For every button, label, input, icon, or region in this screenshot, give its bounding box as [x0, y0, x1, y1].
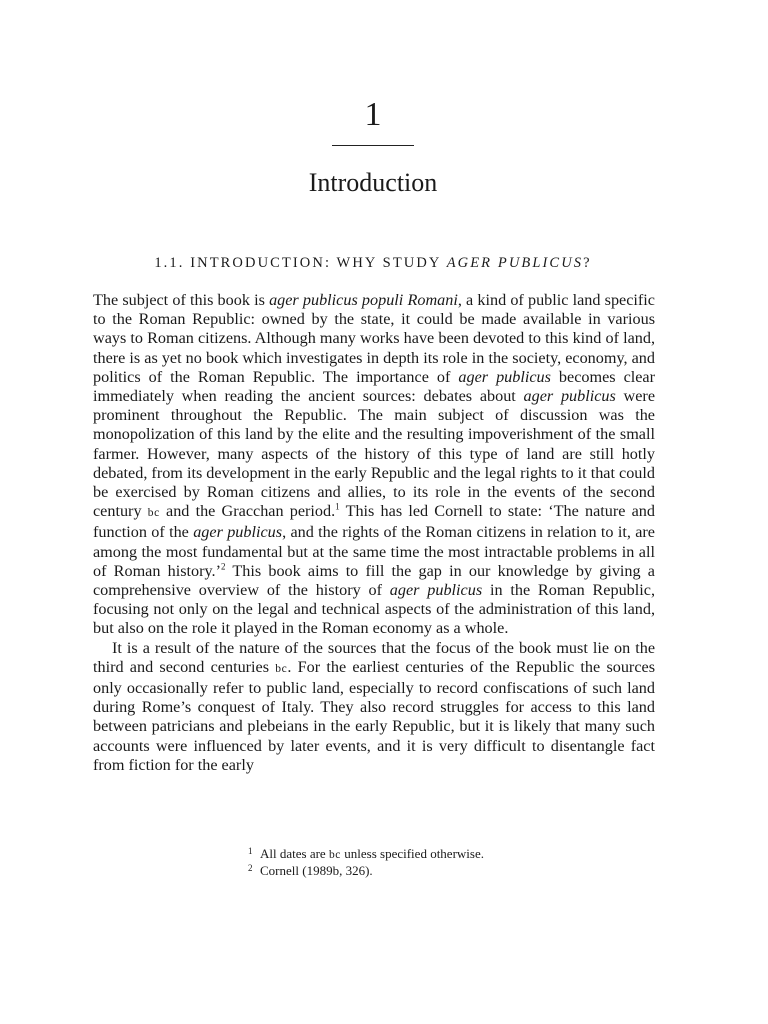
small-caps-era: bc: [328, 849, 342, 861]
footnote-ref-1: 1: [335, 501, 340, 512]
italic-term: ager publicus: [389, 581, 483, 600]
section-heading-italic: AGER PUBLICUS: [446, 255, 584, 271]
paragraph-2: [93, 639, 655, 775]
italic-term: ager publicus: [458, 367, 551, 386]
text-span: This has led Cornell to state: ‘The nature and function of the: [93, 502, 655, 542]
italic-term: ager publicus: [193, 523, 283, 542]
small-caps-era: bc: [147, 507, 160, 520]
text-span: This book aims to fill the gap in our knowledge by giving a comprehensive overview of the history of: [93, 561, 655, 600]
footnote-text-part: All dates are: [260, 846, 329, 861]
footnote-text: [260, 846, 484, 863]
footnote-1: [248, 846, 668, 863]
text-span: and the Gracchan period.: [159, 502, 336, 521]
text-span: in the Roman Republic, focusing not only on the legal and technical aspects of the administration of this land, but also on the role it played in the Roman economy as a whole.: [93, 581, 655, 638]
footnote-text-part: unless specified otherwise.: [341, 846, 484, 861]
section-number: 1.1.: [154, 255, 185, 271]
italic-term: ager publicus: [523, 387, 616, 406]
italic-term: ager publicus populi Romani: [269, 291, 458, 309]
footnote-ref-2: 2: [220, 561, 226, 572]
text-span: . For the earliest centuries of the Republic the sources only occasionally refer to public land, especially to record confiscations of such land during Rome’s conquest of Italy. They also record struggles for access to this land between patricians and plebeians in the early Republic, but it is likely that many such accounts were influenced by later events, and it is very difficult to disentangle fact from fiction for the early: [93, 657, 655, 774]
section-heading: [0, 252, 746, 274]
body-text: [93, 291, 655, 775]
paragraph-1: [93, 291, 655, 639]
footnote-text: [260, 863, 373, 880]
text-span: becomes clear immediately when reading the ancient sources: debates about: [93, 367, 656, 406]
small-caps-era: bc: [275, 662, 288, 675]
text-span: were prominent throughout the Republic. The main subject of discussion was the monopolization of this land by the elite and the resulting impoverishment of the small farmer. However, many aspects of the history of this type of land are still hotly debated, from its development in the early Republic and the legal rights to it that could be exercised by Roman citizens and allies, to its role in the events of the second century: [93, 387, 656, 521]
footnote-text-part: Cornell (1989b, 326).: [260, 863, 373, 878]
text-span: , and the rights of the Roman citizens in relation to it, are among the most fundamental but at the same time the most intractable problems in all of Roman history.’: [93, 523, 655, 580]
footnote-2: [248, 863, 668, 880]
footnote-mark: 2: [248, 863, 253, 873]
chapter-rule: [332, 145, 414, 146]
text-span: It is a result of the nature of the sources that the focus of the book must lie on the third and second centuries: [93, 638, 655, 676]
text-span: , a kind of public land specific to the Roman Republic: owned by the state, it could be made available in various ways to Roman citizens. Although many works have been devoted to this kind of land, there is as yet no book which investigates in depth its role in the society, economy, and politics of the Roman Republic. The importance of: [93, 291, 655, 386]
chapter-title: Introduction: [308, 168, 438, 197]
section-heading-text: INTRODUCTION: WHY STUDY: [190, 255, 447, 271]
text-span: The subject of this book is: [93, 291, 270, 309]
footnote-mark: 1: [248, 846, 253, 856]
chapter-number: 1: [364, 96, 382, 133]
footnotes: [248, 846, 668, 880]
section-heading-end: ?: [583, 255, 592, 271]
